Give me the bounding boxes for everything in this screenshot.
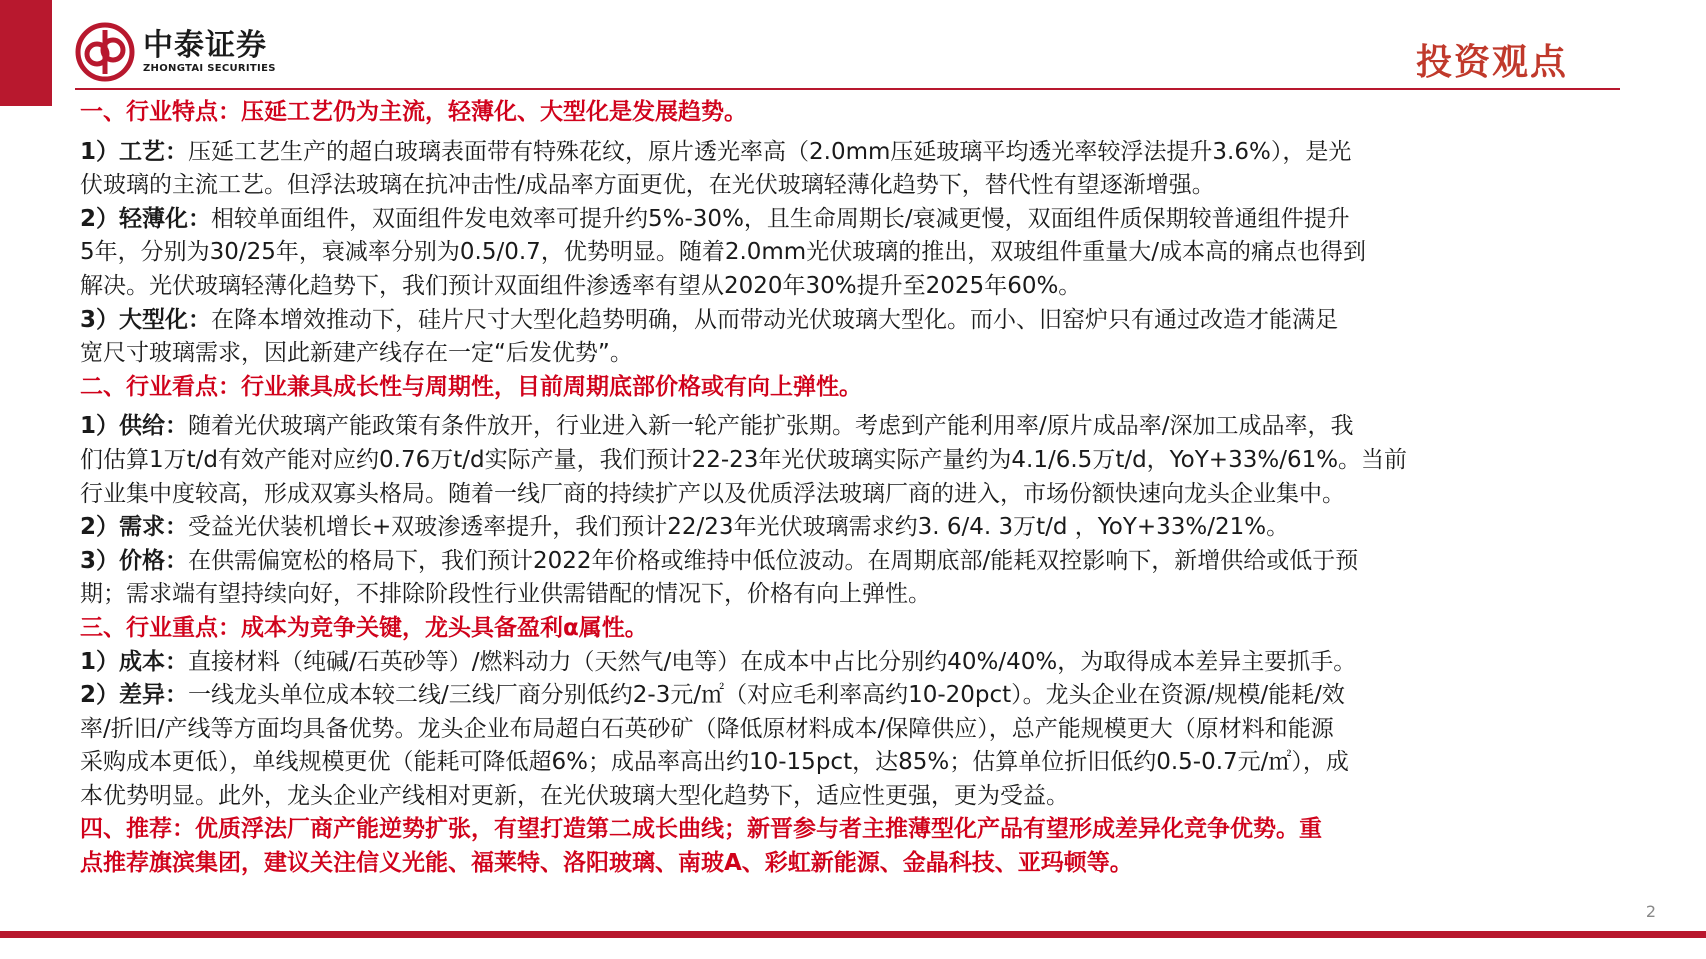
item-label: 1）工艺：: [80, 138, 189, 165]
paragraph-line: 3）价格：在供需偏宽松的格局下，我们预计2022年价格或维持中低位波动。在周期底部/能耗双控影响下，新增供给或低于预: [80, 547, 1359, 574]
paragraph-line: 1）成本：直接材料（纯碱/石英砂等）/燃料动力（天然气/电等）在成本中占比分别约40%/40%，为取得成本差异主要抓手。: [80, 648, 1357, 675]
paragraph-line: 1）工艺：压延工艺生产的超白玻璃表面带有特殊花纹，原片透光率高（2.0mm压延玻璃平均透光率较浮法提升3.6%），是光: [80, 138, 1352, 165]
item-label: 2）差异：: [80, 682, 189, 709]
paragraph-line: 宽尺寸玻璃需求，因此新建产线存在一定“后发优势”。: [80, 340, 633, 367]
item-label: 2）需求：: [80, 514, 189, 541]
left-accent-bar: [0, 0, 52, 106]
paragraph-line: 们估算1万t/d有效产能对应约0.76万t/d实际产量，我们预计22-23年光伏玻璃实际产量约为4.1/6.5万t/d，YoY+33%/61%。当前: [80, 446, 1408, 473]
brand-name-cn: 中泰证券: [143, 28, 267, 63]
item-label: 3）价格：: [80, 547, 189, 574]
paragraph-line: 2）差异：一线龙头单位成本较二线/三线厂商分别低约2-3元/㎡（对应毛利率高约10-20pct）。龙头企业在资源/规模/能耗/效: [80, 682, 1345, 709]
item-label: 1）供给：: [80, 413, 189, 440]
paragraph-line: 解决。光伏玻璃轻薄化趋势下，我们预计双面组件渗透率有望从2020年30%提升至2025年60%。: [80, 272, 1082, 299]
brand-name-en: ZHONGTAI SECURITIES: [143, 63, 276, 74]
paragraph-line: 3）大型化：在降本增效推动下，硅片尺寸大型化趋势明确，从而带动光伏玻璃大型化。而小、旧窑炉只有通过改造才能满足: [80, 306, 1339, 333]
recommendation-heading: 四、推荐：优质浮法厂商产能逆势扩张，有望打造第二成长曲线；新晋参与者主推薄型化产品有望形成差异化竞争优势。重: [80, 816, 1322, 843]
paragraph-line: 期；需求端有望持续向好，不排除阶段性行业供需错配的情况下，价格有向上弹性。: [80, 581, 931, 608]
section-heading: 二、行业看点：行业兼具成长性与周期性，目前周期底部价格或有向上弹性。: [80, 373, 862, 400]
paragraph-line: 伏玻璃的主流工艺。但浮法玻璃在抗冲击性/成品率方面更优，在光伏玻璃轻薄化趋势下，替代性有望逐渐增强。: [80, 172, 1215, 199]
paragraph-line: 采购成本更低），单线规模更优（能耗可降低超6%；成品率高出约10-15pct，达85%；估算单位折旧低约0.5-0.7元/㎡），成: [80, 749, 1349, 776]
header-divider: [75, 88, 1620, 90]
section-title: 投资观点: [1415, 41, 1568, 83]
item-label: 2）轻薄化：: [80, 205, 212, 232]
paragraph-line: 5年，分别为30/25年，衰减率分别为0.5/0.7，优势明显。随着2.0mm光伏玻璃的推出，双玻组件重量大/成本高的痛点也得到: [80, 239, 1366, 266]
section-heading: 一、行业特点：压延工艺仍为主流，轻薄化、大型化是发展趋势。: [80, 99, 747, 125]
zhongtai-logo-icon: [75, 22, 135, 82]
paragraph-line: 1）供给：随着光伏玻璃产能政策有条件放开，行业进入新一轮产能扩张期。考虑到产能利用率/原片成品率/深加工成品率，我: [80, 413, 1354, 440]
brand-logo: [75, 22, 276, 82]
main-content: [80, 96, 1648, 881]
item-label: 1）成本：: [80, 648, 189, 675]
paragraph-line: 本优势明显。此外，龙头企业产线相对更新，在光伏玻璃大型化趋势下，适应性更强，更为受益。: [80, 782, 1069, 809]
page-number: 2: [1645, 902, 1656, 921]
footer-bar: [0, 931, 1706, 938]
section-heading: 三、行业重点：成本为竞争关键，龙头具备盈利α属性。: [80, 614, 648, 641]
paragraph-line: 2）轻薄化：相较单面组件，双面组件发电效率可提升约5%-30%，且生命周期长/衰减更慢，双面组件质保期较普通组件提升: [80, 205, 1350, 232]
paragraph-line: 率/折旧/产线等方面均具备优势。龙头企业布局超白石英砂矿（降低原材料成本/保障供应），总产能规模更大（原材料和能源: [80, 715, 1334, 742]
paragraph-line: 行业集中度较高，形成双寡头格局。随着一线厂商的持续扩产以及优质浮法玻璃厂商的进入，市场份额快速向龙头企业集中。: [80, 480, 1345, 507]
recommendation-heading: 点推荐旗滨集团，建议关注信义光能、福莱特、洛阳玻璃、南玻A、彩虹新能源、金晶科技、亚玛顿等。: [80, 850, 1133, 877]
paragraph-line: 2）需求：受益光伏装机增长+双玻渗透率提升，我们预计22/23年光伏玻璃需求约3. 6/4. 3万t/d ，YoY+33%/21%。: [80, 514, 1290, 541]
item-label: 3）大型化：: [80, 306, 212, 333]
